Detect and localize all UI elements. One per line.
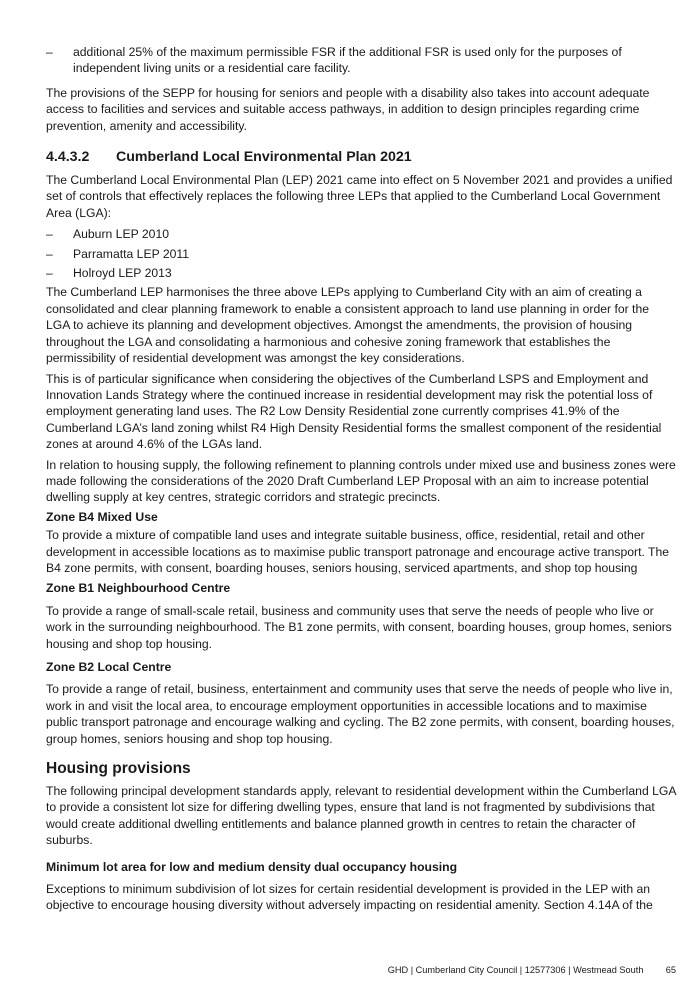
list-dash: – (46, 246, 53, 261)
zone-b2-text: To provide a range of retail, business, entertainment and community uses that serve the needs of people who live in, work in and visit the local area, to encourage employment opportunities in accessible locations and to maximise public transport patronage and encourage walking and cycling. The B2 zone permits, with consent, boarding houses, group homes, seniors housing and shop top housing. (46, 682, 675, 746)
zone-b2-heading: Zone B2 Local Centre (46, 660, 172, 674)
list-item (46, 226, 676, 242)
zone-b4-heading: Zone B4 Mixed Use (46, 509, 158, 524)
zone-b4-text: To provide a mixture of compatible land uses and integrate suitable business, office, residential, retail and other development in accessible locations as to maximise public transport patronage and encourage active transport. The B4 zone permits, with consent, boarding houses, seniors housing, serviced apartments, and shop top housing (46, 528, 670, 575)
section-heading (46, 148, 676, 166)
list-item-text: Holroyd LEP 2013 (73, 266, 172, 281)
paragraph-lep-intro: The Cumberland Local Environmental Plan (LEP) 2021 came into effect on 5 November 2021 and provides a unified set of controls that effectively replaces the following three LEPs that applied to the Cumberland Local Government Area (LGA): (46, 173, 673, 220)
list-dash: – (46, 45, 53, 59)
min-lot-text: Exceptions to minimum subdivision of lot sizes for certain residential development is provided in the LEP with an objective to encourage housing diversity without adversely impacting on residential amenity. Section 4.14A of the (46, 882, 653, 913)
list-item (46, 265, 676, 281)
housing-provisions-text: The following principal development standards apply, relevant to residential development within the Cumberland LGA to provide a consistent lot size for differing dwelling types, ensure that land is not fragmented by subdivisions that would create additional dwelling entitlements and balance planned growth in centres to retain the character of suburbs. (46, 784, 676, 848)
list-item-text: additional 25% of the maximum permissible FSR if the additional FSR is used only for the purposes of independent living units or a residential care facility. (73, 45, 622, 76)
section-title: Cumberland Local Environmental Plan 2021 (116, 149, 412, 166)
list-item-text: Parramatta LEP 2011 (73, 246, 190, 261)
list-item (46, 44, 676, 77)
page-number: 65 (665, 965, 676, 975)
min-lot-heading: Minimum lot area for low and medium density dual occupancy housing (46, 859, 458, 874)
paragraph-sepp: The provisions of the SEPP for housing for seniors and people with a disability also takes into account adequate access to facilities and services and suitable access pathways, in addition to design principles regarding crime prevention, amenity and accessibility. (46, 85, 650, 133)
zone-b1-text: To provide a range of small-scale retail, business and community uses that serve the needs of people who live or work in the surrounding neighbourhood. The B1 zone permits, with consent, boarding houses, group homes, seniors housing and shop top housing. (46, 603, 672, 651)
page-footer (0, 964, 676, 976)
list-dash: – (46, 227, 53, 242)
document-page (46, 40, 676, 914)
list-dash: – (46, 266, 53, 281)
paragraph-harmonise: The Cumberland LEP harmonises the three above LEPs applying to Cumberland City with an aim of creating a consolidated and clear planning framework to enable a consistent approach to land use planning in order for the LGA to achieve its planning and development objectives. Amongst the amendments, the provision of housing throughout the LGA and consolidating a harmonious and cohesive zoning framework that establishes the permissibility of residential development was amongst the key considerations. (46, 285, 649, 366)
list-item-text: Auburn LEP 2010 (73, 227, 170, 242)
housing-provisions-heading: Housing provisions (46, 760, 191, 778)
section-number: 4.4.3.2 (46, 149, 90, 166)
paragraph-significance: This is of particular significance when considering the objectives of the Cumberland LSPS and Employment and Innovation Lands Strategy where the continued increase in residential development may risk the potential loss of employment generating land uses. The R2 Low Density Residential zone currently comprises 41.9% of the Cumberland LGA’s land zoning whilst R4 High Density Residential forms the smallest component of the residential zones at around 4.6% of the LGAs land. (46, 371, 662, 452)
paragraph-refinement: In relation to housing supply, the following refinement to planning controls under mixed use and business zones were made following the considerations of the 2020 Draft Cumberland LEP Proposal with an aim to increase potential dwelling supply at key centres, strategic corridors and strategic precincts. (46, 457, 676, 505)
zone-b1-heading: Zone B1 Neighbourhood Centre (46, 581, 231, 596)
footer-text: GHD | Cumberland City Council | 12577306 | Westmead South (387, 965, 644, 975)
list-item (46, 246, 676, 262)
lep-list (46, 226, 676, 281)
